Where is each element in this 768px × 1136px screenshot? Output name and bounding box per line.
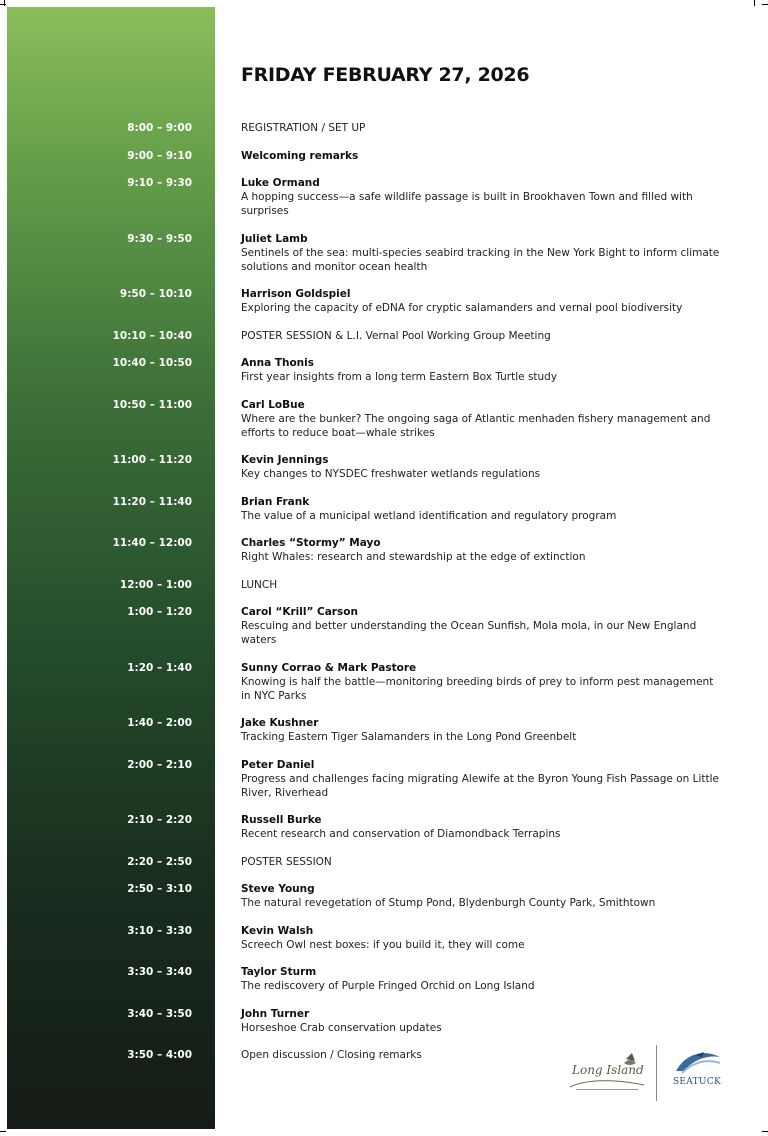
time-slot: 1:00 – 1:20 bbox=[127, 606, 192, 618]
time-slot: 11:40 – 12:00 bbox=[112, 537, 192, 549]
session-content bbox=[241, 716, 726, 744]
time-slot: 9:00 – 9:10 bbox=[127, 149, 192, 162]
session-content bbox=[241, 329, 726, 343]
talk-title: First year insights from a long term Eastern Box Turtle study bbox=[241, 371, 558, 383]
time-slot: 2:00 – 2:10 bbox=[127, 758, 192, 771]
speaker-name: Carol “Krill” Carson bbox=[241, 606, 358, 618]
crop-mark bbox=[4, 0, 5, 6]
time-slot: 1:40 – 2:00 bbox=[127, 717, 192, 729]
speaker-name: Brian Frank bbox=[241, 495, 310, 508]
long-island-logo bbox=[566, 1049, 648, 1099]
session-content bbox=[241, 176, 726, 218]
talk-title: The rediscovery of Purple Fringed Orchid on Long Island bbox=[241, 980, 535, 992]
time-slot: 3:50 – 4:00 bbox=[127, 1049, 192, 1061]
talk-title: Progress and challenges facing migrating Alewife at the Byron Young Fish Passage on Little River, Riverhead bbox=[241, 772, 719, 799]
talk-title: Knowing is half the battle—monitoring breeding birds of prey to inform pest management in NYC Parks bbox=[241, 675, 714, 702]
time-slot: 1:20 – 1:40 bbox=[127, 661, 192, 674]
long-island-logo-text: Long Island bbox=[572, 1063, 644, 1077]
time-slot: 10:10 – 10:40 bbox=[112, 329, 192, 342]
session-content bbox=[241, 578, 726, 592]
crop-mark bbox=[0, 1131, 6, 1132]
session-content bbox=[241, 356, 726, 384]
session-content bbox=[241, 453, 726, 481]
session-content bbox=[241, 536, 726, 564]
time-slot: 10:40 – 10:50 bbox=[112, 357, 192, 369]
time-slot: 3:30 – 3:40 bbox=[127, 966, 192, 978]
talk-title: Sentinels of the sea: multi-species seabird tracking in the New York Bight to inform climate solutions and monitor ocean health bbox=[241, 246, 720, 273]
time-slot: 8:00 – 9:00 bbox=[127, 122, 192, 134]
speaker-name: Kevin Walsh bbox=[241, 924, 314, 937]
time-slot: 3:10 – 3:30 bbox=[127, 924, 192, 937]
time-slot: 12:00 – 1:00 bbox=[119, 578, 192, 591]
time-slot: 9:30 – 9:50 bbox=[127, 232, 192, 245]
speaker-name: Harrison Goldspiel bbox=[241, 288, 351, 300]
talk-title: Recent research and conservation of Diamondback Terrapins bbox=[241, 828, 561, 840]
session-content bbox=[241, 965, 726, 993]
speaker-name: Taylor Sturm bbox=[241, 966, 317, 978]
session-content bbox=[241, 149, 726, 163]
page-title: FRIDAY FEBRUARY 27, 2026 bbox=[241, 64, 530, 86]
speaker-name: Sunny Corrao & Mark Pastore bbox=[241, 661, 417, 674]
time-slot: 2:50 – 3:10 bbox=[127, 883, 192, 895]
speaker-name: Peter Daniel bbox=[241, 758, 315, 771]
time-slot: 10:50 – 11:00 bbox=[112, 398, 192, 411]
session-content bbox=[241, 855, 726, 869]
sponsor-logos bbox=[566, 1045, 726, 1103]
time-slot: 2:10 – 2:20 bbox=[127, 814, 192, 826]
crop-mark bbox=[0, 4, 6, 5]
session-content bbox=[241, 1007, 726, 1035]
crop-mark bbox=[762, 4, 768, 5]
speaker-name: Jake Kushner bbox=[241, 717, 319, 729]
talk-title: The natural revegetation of Stump Pond, Blydenburgh County Park, Smithtown bbox=[241, 897, 656, 909]
speaker-name: Steve Young bbox=[241, 883, 315, 895]
session-label: Open discussion / Closing remarks bbox=[241, 1049, 422, 1061]
speaker-name: Kevin Jennings bbox=[241, 454, 329, 466]
session-label: REGISTRATION / SET UP bbox=[241, 122, 366, 134]
session-content bbox=[241, 924, 726, 952]
talk-title: Right Whales: research and stewardship at the edge of extinction bbox=[241, 551, 586, 563]
talk-title: Rescuing and better understanding the Ocean Sunfish, Mola mola, in our New England waters bbox=[241, 620, 697, 646]
session-content bbox=[241, 398, 726, 440]
speaker-name: Anna Thonis bbox=[241, 357, 314, 369]
session-content bbox=[241, 605, 726, 647]
speaker-name: John Turner bbox=[241, 1007, 310, 1020]
seatuck-logo-text: SEATUCK bbox=[672, 1077, 722, 1087]
session-label: POSTER SESSION & L.I. Vernal Pool Working Group Meeting bbox=[241, 329, 551, 342]
crop-mark bbox=[754, 0, 755, 6]
talk-title: A hopping success—a safe wildlife passage is built in Brookhaven Town and filled with surprises bbox=[241, 191, 693, 217]
speaker-name: Welcoming remarks bbox=[241, 149, 359, 162]
talk-title: Horseshoe Crab conservation updates bbox=[241, 1021, 442, 1034]
seatuck-logo bbox=[668, 1047, 726, 1101]
talk-title: Tracking Eastern Tiger Salamanders in the Long Pond Greenbelt bbox=[241, 731, 577, 743]
time-slot: 11:00 – 11:20 bbox=[112, 454, 192, 466]
talk-title: Key changes to NYSDEC freshwater wetlands regulations bbox=[241, 468, 541, 480]
logo-divider bbox=[656, 1045, 657, 1101]
time-slot: 11:20 – 11:40 bbox=[112, 495, 192, 508]
time-slot: 2:20 – 2:50 bbox=[127, 855, 192, 868]
time-slot: 9:10 – 9:30 bbox=[127, 177, 192, 189]
session-content bbox=[241, 495, 726, 523]
speaker-name: Russell Burke bbox=[241, 814, 322, 826]
time-slot: 3:40 – 3:50 bbox=[127, 1007, 192, 1020]
speaker-name: Carl LoBue bbox=[241, 398, 305, 411]
speaker-name: Luke Ormand bbox=[241, 177, 320, 189]
talk-title: The value of a municipal wetland identification and regulatory program bbox=[241, 509, 617, 522]
session-content bbox=[241, 121, 726, 135]
session-content bbox=[241, 758, 726, 800]
time-slot: 9:50 – 10:10 bbox=[119, 288, 192, 300]
session-content bbox=[241, 232, 726, 274]
session-content bbox=[241, 882, 726, 910]
session-label: LUNCH bbox=[241, 578, 278, 591]
session-content bbox=[241, 287, 726, 315]
talk-title: Exploring the capacity of eDNA for cryptic salamanders and vernal pool biodiversity bbox=[241, 302, 683, 314]
session-label: POSTER SESSION bbox=[241, 855, 332, 868]
crop-mark bbox=[762, 1131, 768, 1132]
session-content bbox=[241, 661, 726, 703]
speaker-name: Charles “Stormy” Mayo bbox=[241, 537, 381, 549]
speaker-name: Juliet Lamb bbox=[241, 232, 308, 245]
talk-title: Screech Owl nest boxes: if you build it, they will come bbox=[241, 938, 525, 951]
session-content bbox=[241, 813, 726, 841]
talk-title: Where are the bunker? The ongoing saga of Atlantic menhaden fishery management and efforts to reduce boat—whale strikes bbox=[241, 412, 711, 439]
